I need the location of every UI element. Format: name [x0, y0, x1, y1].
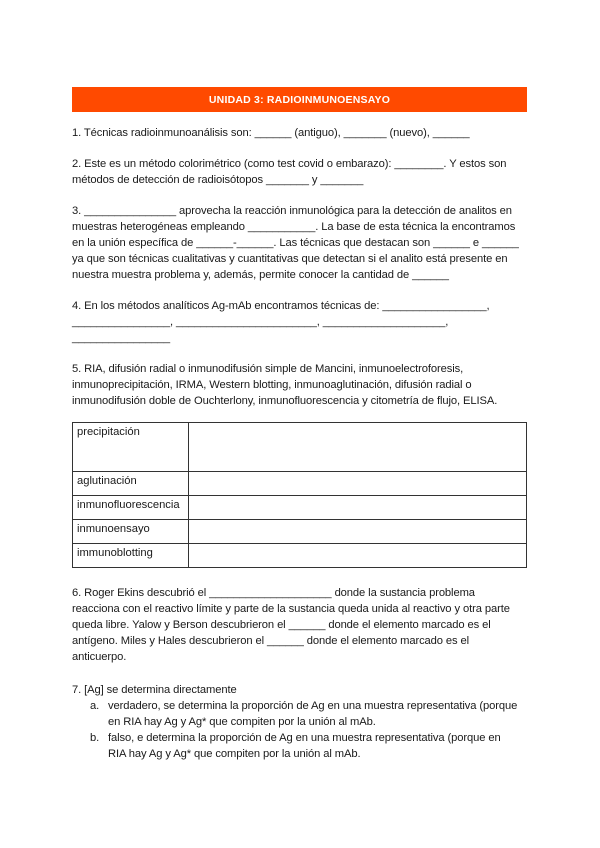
row-label: precipitación: [73, 423, 189, 472]
option-letter: b.: [90, 732, 100, 744]
question-4: 4. En los métodos analíticos Ag-mAb encontramos técnicas de: _________________, ________________, _______________________, ____________________, ________________: [72, 300, 490, 344]
question-7: [72, 682, 528, 762]
row-answer-cell[interactable]: [189, 472, 527, 496]
table-row: [73, 544, 527, 568]
question-5: 5. RIA, difusión radial o inmunodifusión simple de Mancini, inmunoelectroforesis, inmunoprecipitación, IRMA, Western blotting, inmunoaglutinación, difusión radial o inmunodifusión doble de Ouchterlony, inmunofluorescencia y citometría de flujo, ELISA.: [72, 363, 498, 407]
row-label: immunoblotting: [73, 544, 189, 568]
row-answer-cell[interactable]: [189, 423, 527, 472]
question-6: 6. Roger Ekins descubrió el ____________________ donde la sustancia problema reacciona con el reactivo límite y parte de la sustancia queda unida al reactivo y otra parte queda libre. Yalow y Berson descubrieron el ______ donde el elemento marcado es el antígeno. Miles y Hales descubrieron el ______ donde el elemento marcado es el anticuerpo.: [72, 587, 510, 663]
document-page: [72, 87, 528, 762]
table-row: [73, 496, 527, 520]
row-label: aglutinación: [73, 472, 189, 496]
techniques-table: [72, 422, 527, 568]
row-label: inmunofluorescencia: [73, 496, 189, 520]
unit-title-banner: [72, 87, 527, 112]
table-row: [73, 472, 527, 496]
option-a[interactable]: a. verdadero, se determina la proporción de Ag en una muestra representativa (porque en RIA hay Ag y Ag* que compiten por la unión al mAb.: [90, 700, 518, 728]
answer-options: [72, 698, 528, 762]
row-answer-cell[interactable]: [189, 544, 527, 568]
option-letter: a.: [90, 700, 100, 712]
table-row: [73, 423, 527, 472]
question-3: 3. _______________ aprovecha la reacción inmunológica para la detección de analitos en muestras heterogéneas empleando ___________. La base de esta técnica la encontramos en la unión específica de ______-______. Las técnicas que destacan son ______ e ______ ya que son técnicas cualitativas y cuantitativas que detectan si el analito está presente en nuestra muestra problema y, además, permite conocer la cantidad de ______: [72, 205, 519, 281]
row-answer-cell[interactable]: [189, 496, 527, 520]
question-7-stem: 7. [Ag] se determina directamente: [72, 684, 237, 696]
option-b[interactable]: b. falso, e determina la proporción de Ag en una muestra representativa (porque en RIA hay Ag y Ag* que compiten por la unión al mAb.: [90, 732, 501, 760]
question-2: 2. Este es un método colorimétrico (como test covid o embarazo): ________. Y estos son métodos de detección de radioisótopos _______ y _______: [72, 158, 507, 186]
unit-title: UNIDAD 3: RADIOINMUNOENSAYO: [208, 93, 391, 106]
question-1: 1. Técnicas radioinmunoanálisis son: ______ (antiguo), _______ (nuevo), ______: [72, 127, 470, 139]
row-answer-cell[interactable]: [189, 520, 527, 544]
row-label: inmunoensayo: [73, 520, 189, 544]
table-row: [73, 520, 527, 544]
